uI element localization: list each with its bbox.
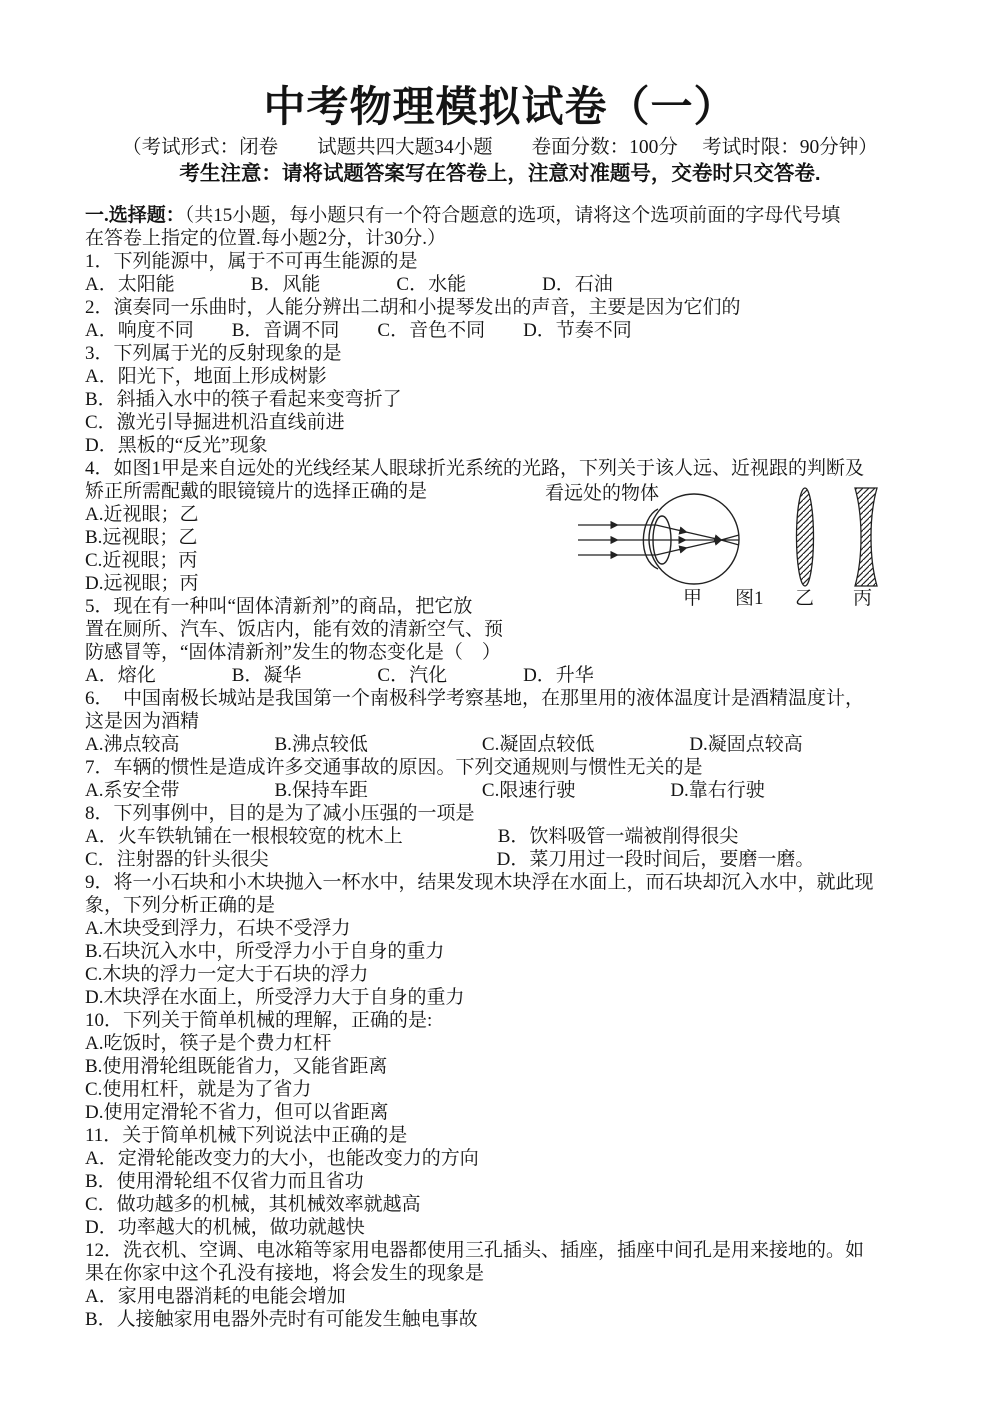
- exam-text-line: 1．下列能源中，属于不可再生能源的是: [85, 251, 418, 272]
- exam-text-line: D．功率越大的机械，做功就越快: [85, 1217, 365, 1238]
- exam-text-line: A.木块受到浮力，石块不受浮力: [85, 918, 351, 939]
- exam-text-line: D.使用定滑轮不省力，但可以省距离: [85, 1102, 389, 1123]
- exam-text-line: A．太阳能 B．风能 C．水能 D．石油: [85, 274, 613, 295]
- exam-text-line: D.远视眼；丙: [85, 573, 199, 594]
- figure-1: [545, 476, 945, 618]
- exam-text-line: B．人接触家用电器外壳时有可能发生触电事故: [85, 1309, 478, 1330]
- exam-text-line: C．注射器的针头很尖 D．菜刀用过一段时间后，要磨一磨。: [85, 849, 815, 870]
- exam-text-line: 3．下列属于光的反射现象的是: [85, 343, 342, 364]
- exam-text-line: 9．将一小石块和小木块抛入一杯水中，结果发现木块浮在水面上，而石块却沉入水中，就此现: [85, 872, 874, 893]
- exam-notice: 考生注意：请将试题答案写在答卷上，注意对准题号，交卷时只交答卷.: [179, 162, 821, 185]
- exam-text-line: 2．演奏同一乐曲时，人能分辨出二胡和小提琴发出的声音，主要是因为它们的: [85, 297, 741, 318]
- exam-text-line: A．阳光下，地面上形成树影: [85, 366, 327, 387]
- figure-label-bing: 丙: [853, 588, 873, 609]
- exam-text-line: 7．车辆的惯性是造成许多交通事故的原因。下列交通规则与惯性无关的是: [85, 757, 703, 778]
- exam-text-line: 10．下列关于简单机械的理解，正确的是:: [85, 1010, 433, 1031]
- exam-text-line: 8．下列事例中，目的是为了减小压强的一项是: [85, 803, 475, 824]
- exam-text-line: 12．洗衣机、空调、电冰箱等家用电器都使用三孔插头、插座，插座中间孔是用来接地的。如: [85, 1240, 865, 1261]
- exam-text-line: B．斜插入水中的筷子看起来变弯折了: [85, 389, 402, 410]
- exam-text-line: C．激光引导掘进机沿直线前进: [85, 412, 345, 433]
- exam-text-line: 在答卷上指定的位置.每小题2分，计30分.）: [85, 228, 447, 249]
- exam-text-line: C.使用杠杆，就是为了省力: [85, 1079, 312, 1100]
- exam-text-line: A．火车铁轨铺在一根根较宽的枕木上 B．饮料吸管一端被削得很尖: [85, 826, 739, 847]
- exam-text-line: 这是因为酒精: [85, 711, 200, 732]
- exam-text-line: A.系安全带 B.保持车距 C.限速行驶 D.靠右行驶: [85, 780, 765, 801]
- exam-text-line: A.吃饭时，筷子是个费力杠杆: [85, 1033, 332, 1054]
- exam-text-line: 11．关于简单机械下列说法中正确的是: [85, 1125, 408, 1146]
- exam-text-line: C．做功越多的机械，其机械效率就越高: [85, 1194, 421, 1215]
- exam-text-line: 果在你家中这个孔没有接地，将会发生的现象是: [85, 1263, 485, 1284]
- exam-text-line: C.木块的浮力一定大于石块的浮力: [85, 964, 369, 985]
- exam-text-line: 6． 中国南极长城站是我国第一个南极科学考察基地，在那里用的液体温度计是酒精温度计，: [85, 688, 865, 709]
- figure-label-jia: 甲: [683, 588, 703, 609]
- figure-label-tu1: 图1: [735, 588, 764, 609]
- exam-text-line: C.近视眼；丙: [85, 550, 198, 571]
- exam-text-line: B.远视眼；乙: [85, 527, 198, 548]
- exam-text-line: A．家用电器消耗的电能会增加: [85, 1286, 346, 1307]
- exam-text-line: 一.选择题：（共15小题，每小题只有一个符合题意的选项，请将这个选项前面的字母代号填: [85, 205, 841, 226]
- exam-text-line: 4．如图1甲是来自远处的光线经某人眼球折光系统的光路，下列关于该人远、近视跟的判断及: [85, 458, 865, 479]
- exam-subtitle: （考试形式：闭卷 试题共四大题34小题 卷面分数：100分 考试时限：90分钟）: [122, 137, 878, 158]
- exam-text-line: B.使用滑轮组既能省力，又能省距离: [85, 1056, 388, 1077]
- exam-text-line: B.石块沉入水中，所受浮力小于自身的重力: [85, 941, 445, 962]
- exam-text-line: A.沸点较高 B.沸点较低 C.凝固点较低 D.凝固点较高: [85, 734, 803, 755]
- exam-text-line: D.木块浮在水面上，所受浮力大于自身的重力: [85, 987, 465, 1008]
- exam-text-line: A．响度不同 B．音调不同 C．音色不同 D．节奏不同: [85, 320, 632, 341]
- exam-text-line: A.近视眼；乙: [85, 504, 199, 525]
- figure-caption: 看远处的物体: [545, 483, 660, 504]
- figure-label-yi: 乙: [795, 588, 815, 609]
- exam-text-line: D．黑板的“反光”现象: [85, 435, 268, 456]
- exam-text-line: 置在厕所、汽车、饭店内，能有效的清新空气、预: [85, 619, 504, 640]
- exam-text-line: B．使用滑轮组不仅省力而且省功: [85, 1171, 364, 1192]
- exam-text-line: 矫正所需配戴的眼镜镜片的选择正确的是: [85, 481, 428, 502]
- page-title: 中考物理模拟试卷（一）: [263, 83, 737, 130]
- exam-text-line: 象，下列分析正确的是: [85, 895, 276, 916]
- exam-text-line: 5．现在有一种叫“固体清新剂”的商品，把它放: [85, 596, 473, 617]
- exam-text-line: A．熔化 B．凝华 C．汽化 D．升华: [85, 665, 594, 686]
- exam-body: [85, 204, 935, 1331]
- exam-text-line: 防感冒等，“固体清新剂”发生的物态变化是（ ）: [85, 642, 501, 663]
- exam-text-line: A．定滑轮能改变力的大小，也能改变力的方向: [85, 1148, 479, 1169]
